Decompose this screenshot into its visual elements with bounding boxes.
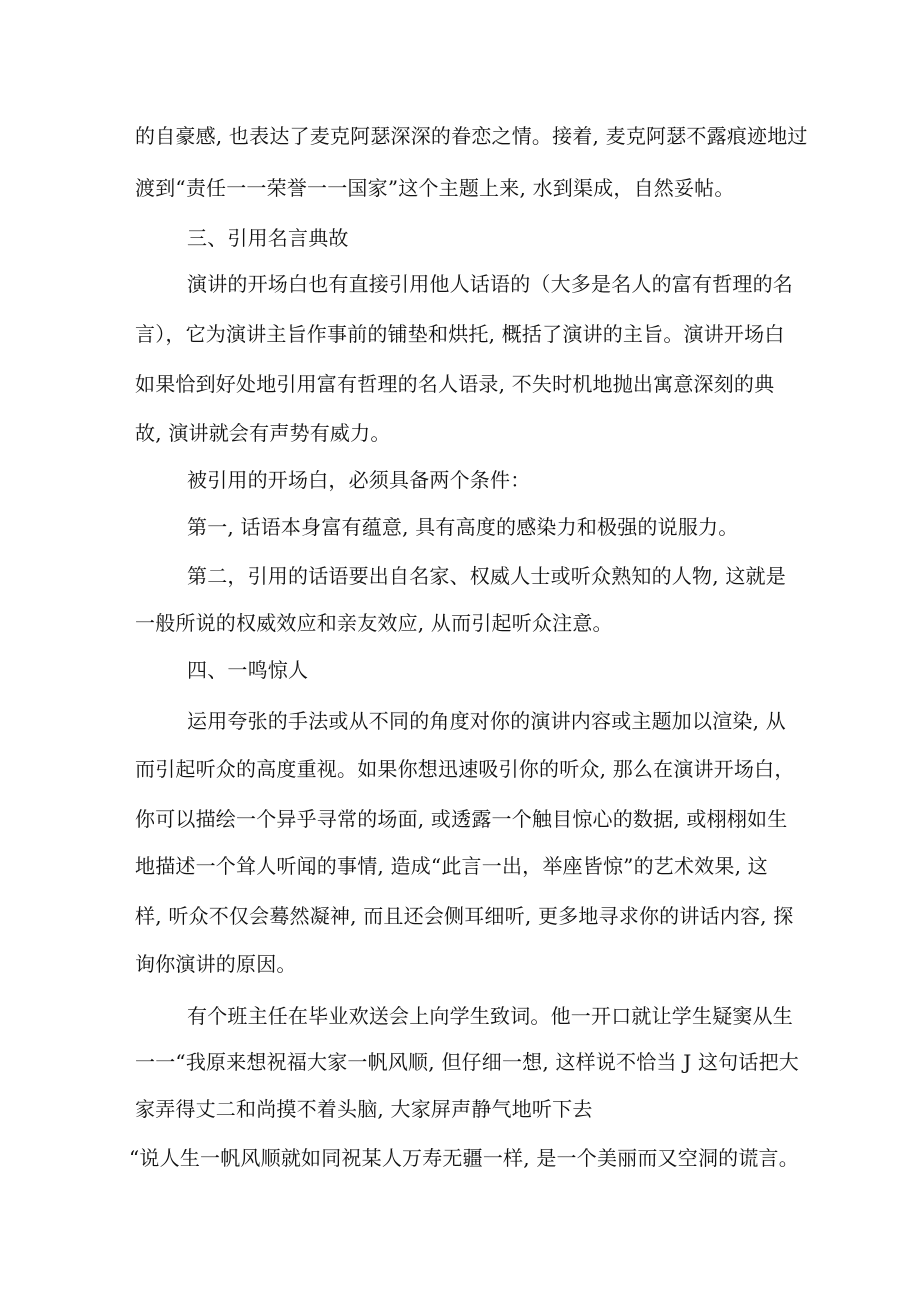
text-line: 你可以描绘一个异乎寻常的场面, 或透露一个触目惊心的数据, 或栩栩如生 (135, 807, 788, 831)
text-line: 言），它为演讲主旨作事前的铺垫和烘托, 概括了演讲的主旨。演讲开场白 (135, 322, 785, 346)
text-line: 样, 听众不仅会蓦然凝神, 而且还会侧耳细听, 更多地寻求你的讲话内容, 探 (135, 904, 794, 928)
text-line: 演讲的开场白也有直接引用他人话语的（大多是名人的富有哲理的名 (187, 272, 793, 296)
text-line: 地描述一个耸人听闻的事情, 造成“此言一出，举座皆惊”的艺术效果, 这 (135, 854, 768, 878)
text-line: 询你演讲的原因。 (135, 952, 297, 976)
text-line: 渡到“责任一一荣誉一一国家”这个主题上来, 水到渠成，自然妥帖。 (135, 176, 735, 200)
text-line: 的自豪感, 也表达了麦克阿瑟深深的眷恋之情。接着, 麦克阿瑟不露痕迹地过 (135, 124, 808, 148)
section-heading-4: 四、一鸣惊人 (187, 658, 309, 682)
text-line: 家弄得丈二和尚摸不着头脑, 大家屏声静气地听下去 (135, 1097, 593, 1121)
text-line: 一般所说的权威效应和亲友效应, 从而引起听众注意。 (135, 611, 613, 635)
section-heading-3: 三、引用名言典故 (187, 226, 349, 250)
text-line: 而引起听众的高度重视。如果你想迅速吸引你的听众, 那么在演讲开场白， (135, 757, 795, 781)
text-line: 有个班主任在毕业欢送会上向学生致词。他一开口就让学生疑窦从生 (187, 1004, 793, 1028)
text-line: 故, 演讲就会有声势有威力。 (135, 421, 391, 445)
text-line: 运用夸张的手法或从不同的角度对你的演讲内容或主题加以渲染, 从 (187, 709, 786, 733)
text-line: 第二，引用的话语要出自名家、权威人士或听众熟知的人物, 这就是 (187, 564, 786, 588)
text-line: 一一“我原来想祝福大家一帆风顺, 但仔细一想, 这样说不恰当 J 这句话把大 (135, 1050, 799, 1074)
text-line: 如果恰到好处地引用富有哲理的名人语录, 不失时机地抛出寓意深刻的典 (135, 372, 775, 396)
text-line: “说人生一帆风顺就如同祝某人万寿无疆一样, 是一个美丽而又空洞的谎言。 (129, 1146, 799, 1170)
text-line: 被引用的开场白，必须具备两个条件： (187, 468, 531, 492)
text-line: 第一, 话语本身富有蕴意, 具有高度的感染力和极强的说服力。 (187, 515, 739, 539)
